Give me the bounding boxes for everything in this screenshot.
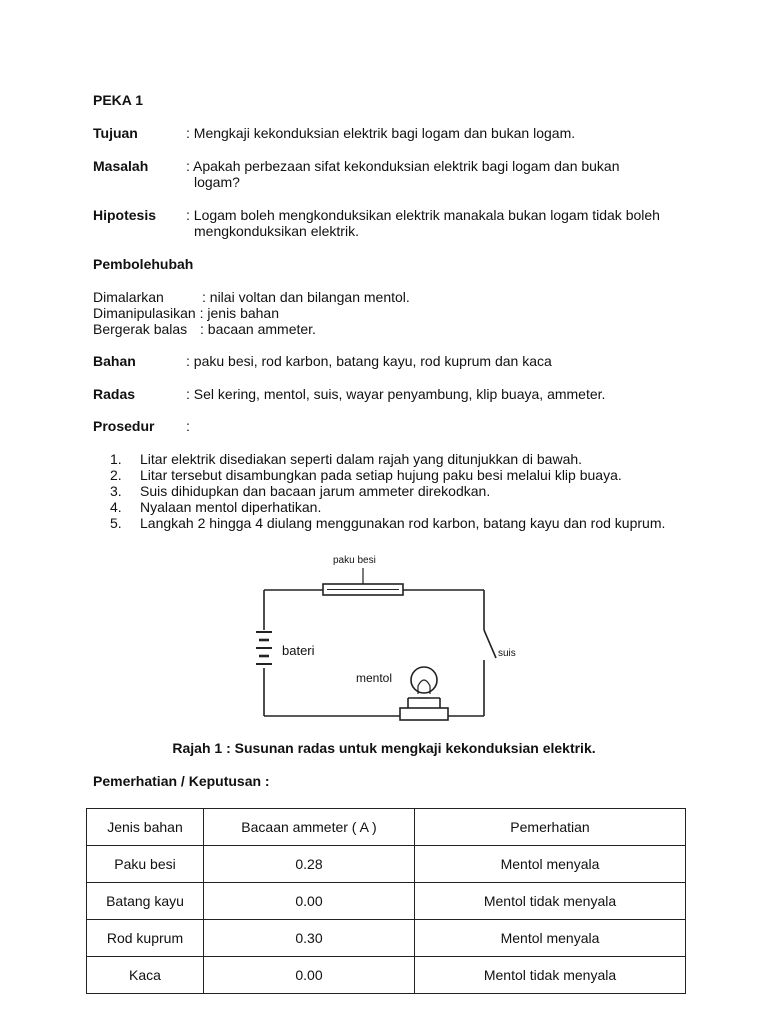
table-row xyxy=(87,957,686,994)
tujuan-text: : Mengkaji kekonduksian elektrik bagi logam dan bukan logam. xyxy=(186,125,576,141)
dimalarkan-value: : nilai voltan dan bilangan mentol. xyxy=(202,289,410,305)
masalah-line-1: : Apakah perbezaan sifat kekonduksian elektrik bagi logam dan bukan xyxy=(186,158,620,174)
cell-bahan: Batang kayu xyxy=(87,883,204,920)
header-bacaan-ammeter: Bacaan ammeter ( A ) xyxy=(204,809,415,846)
hipotesis-label: Hipotesis xyxy=(93,207,157,223)
procedure-step: 2. Litar tersebut disambungkan pada setiap hujung paku besi melalui klip buaya. xyxy=(110,467,622,483)
procedure-step: 3. Suis dihidupkan dan bacaan jarum ammeter direkodkan. xyxy=(110,483,491,499)
procedure-step: 1. Litar elektrik disediakan seperti dalam rajah yang ditunjukkan di bawah. xyxy=(110,451,583,467)
cell-pemerhatian: Mentol tidak menyala xyxy=(415,883,686,920)
bateri-cells xyxy=(256,632,272,664)
cell-bacaan: 0.00 xyxy=(204,957,415,994)
prosedur-label: Prosedur xyxy=(93,418,155,434)
table-header-row xyxy=(87,809,686,846)
lamp-holder xyxy=(400,708,448,720)
procedure-step: 5. Langkah 2 hingga 4 diulang menggunakan rod karbon, batang kayu dan rod kuprum. xyxy=(110,515,666,531)
table-row xyxy=(87,920,686,957)
masalah-label: Masalah xyxy=(93,158,149,174)
cell-pemerhatian: Mentol menyala xyxy=(415,846,686,883)
cell-bacaan: 0.30 xyxy=(204,920,415,957)
suis-label: suis xyxy=(498,648,516,659)
bateri-label: bateri xyxy=(282,643,315,658)
switch-lever xyxy=(484,630,496,658)
table-row xyxy=(87,846,686,883)
cell-bahan: Rod kuprum xyxy=(87,920,204,957)
document-title: PEKA 1 xyxy=(93,92,144,108)
mentol-label: mentol xyxy=(356,671,393,685)
tujuan-label: Tujuan xyxy=(93,125,138,141)
bahan-text: : paku besi, rod karbon, batang kayu, rod kuprum dan kaca xyxy=(186,353,552,369)
figure-caption: Rajah 1 : Susunan radas untuk mengkaji kekonduksian elektrik. xyxy=(172,740,596,756)
bergerak-balas-label: Bergerak balas xyxy=(93,321,188,337)
cell-bahan: Paku besi xyxy=(87,846,204,883)
hipotesis-line-1: : Logam boleh mengkonduksikan elektrik manakala bukan logam tidak boleh xyxy=(186,207,660,223)
results-table xyxy=(86,808,686,994)
dimalarkan-label: Dimalarkan xyxy=(93,289,164,305)
cell-pemerhatian: Mentol menyala xyxy=(415,920,686,957)
header-jenis-bahan: Jenis bahan xyxy=(87,809,204,846)
bahan-label: Bahan xyxy=(93,353,136,369)
cell-bahan: Kaca xyxy=(87,957,204,994)
hipotesis-line-2: mengkonduksikan elektrik. xyxy=(194,223,359,239)
cell-bacaan: 0.00 xyxy=(204,883,415,920)
procedure-step: 4. Nyalaan mentol diperhatikan. xyxy=(110,499,322,515)
pemerhatian-heading: Pemerhatian / Keputusan : xyxy=(93,773,270,789)
cell-bacaan: 0.28 xyxy=(204,846,415,883)
bergerak-balas-value: : bacaan ammeter. xyxy=(200,321,316,337)
table-row xyxy=(87,883,686,920)
pembolehubah-heading: Pembolehubah xyxy=(93,256,194,272)
radas-label: Radas xyxy=(93,386,136,402)
prosedur-colon: : xyxy=(186,418,190,434)
paku-besi-label: paku besi xyxy=(333,555,376,566)
masalah-line-2: logam? xyxy=(194,174,240,190)
cell-pemerhatian: Mentol tidak menyala xyxy=(415,957,686,994)
dimanipulasikan-line: Dimanipulasikan : jenis bahan xyxy=(93,305,279,321)
circuit-diagram xyxy=(248,548,518,728)
header-pemerhatian: Pemerhatian xyxy=(415,809,686,846)
procedure-steps xyxy=(110,451,665,531)
radas-text: : Sel kering, mentol, suis, wayar penyambung, klip buaya, ammeter. xyxy=(186,386,606,402)
